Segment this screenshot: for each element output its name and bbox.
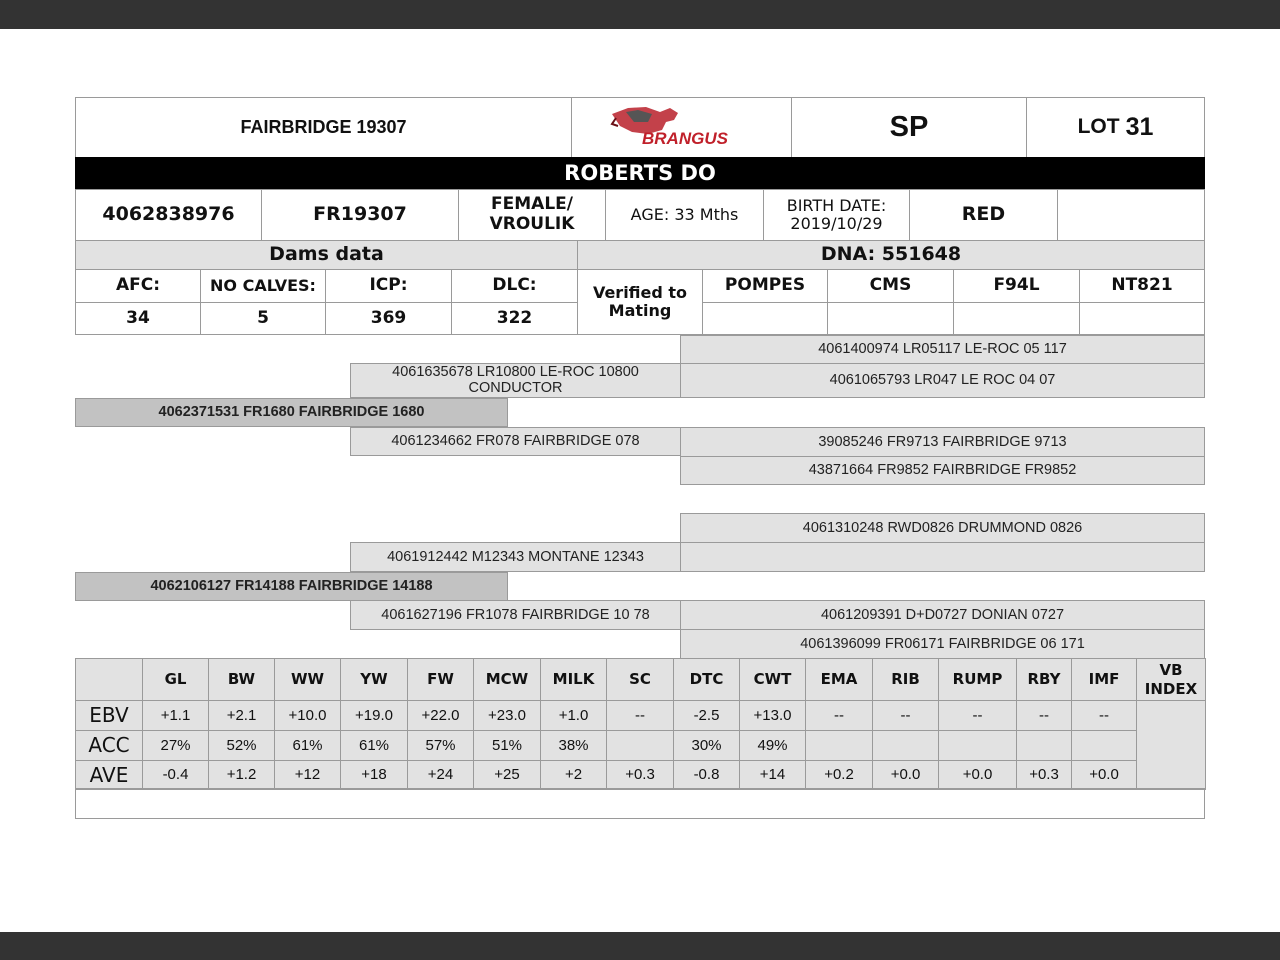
ebv-col-bw: BW: [208, 658, 275, 701]
ebv-cell: 30%: [673, 730, 740, 761]
pedigree-dam-sire-dam: [680, 542, 1205, 572]
dams-value-no-calves: 5: [200, 302, 326, 335]
ebv-col-cwt: CWT: [739, 658, 806, 701]
ebv-cell: 57%: [407, 730, 474, 761]
ebv-col-rump: RUMP: [938, 658, 1017, 701]
ebv-cell: [606, 730, 674, 761]
pedigree-dam-dam-sire: 4061209391 D+D0727 DONIAN 0727: [680, 600, 1205, 630]
pedigree-sire-sire-dam: 4061065793 LR047 LE ROC 04 07: [680, 363, 1205, 398]
pedigree-sire-dam: 4061234662 FR078 FAIRBRIDGE 078: [350, 427, 681, 456]
ebv-cell: 49%: [739, 730, 806, 761]
ebv-cell: --: [1016, 700, 1072, 731]
dams-title: Dams data: [75, 240, 578, 270]
bottom-bar: [0, 932, 1280, 960]
dna-title: DNA: 551648: [577, 240, 1205, 270]
ebv-col-dtc: DTC: [673, 658, 740, 701]
pedigree-dam-dam: 4061627196 FR1078 FAIRBRIDGE 10 78: [350, 600, 681, 630]
ebv-col-mcw: MCW: [473, 658, 541, 701]
ebv-cell: +12: [274, 760, 341, 790]
ebv-col-vb-index: VB INDEX: [1136, 658, 1206, 701]
pedigree-dam: 4062106127 FR14188 FAIRBRIDGE 14188: [75, 572, 508, 601]
ebv-row-label: ACC: [75, 730, 143, 761]
pedigree-sire-dam-dam: 43871664 FR9852 FAIRBRIDGE FR9852: [680, 456, 1205, 485]
ebv-col-ww: WW: [274, 658, 341, 701]
dams-label-icp: ICP:: [325, 269, 452, 303]
ebv-cell: --: [1071, 700, 1137, 731]
ebv-col-milk: MILK: [540, 658, 607, 701]
pedigree-sire-sire-sire: 4061400974 LR05117 LE-ROC 05 117: [680, 335, 1205, 364]
ebv-cell: 27%: [142, 730, 209, 761]
dna-verified: Verified to Mating: [577, 269, 703, 335]
ebv-col-yw: YW: [340, 658, 408, 701]
dams-value-icp: 369: [325, 302, 452, 335]
ebv-cell: +2: [540, 760, 607, 790]
ebv-cell: +0.0: [1071, 760, 1137, 790]
owner-name: ROBERTS DO: [75, 157, 1205, 190]
ebv-cell: +24: [407, 760, 474, 790]
dna-label-f94l: F94L: [953, 269, 1080, 303]
animal-name: FAIRBRIDGE 19307: [75, 97, 572, 158]
ebv-cell: [805, 730, 873, 761]
lot-label: LOT: [1077, 115, 1120, 139]
lot-number: 31: [1125, 113, 1154, 142]
ebv-cell: 61%: [340, 730, 408, 761]
pedigree-sire: 4062371531 FR1680 FAIRBRIDGE 1680: [75, 398, 508, 427]
ebv-cell: +0.0: [938, 760, 1017, 790]
ebv-row-label: EBV: [75, 700, 143, 731]
ebv-cell: +1.2: [208, 760, 275, 790]
ebv-cell: 52%: [208, 730, 275, 761]
ebv-cell: +0.3: [1016, 760, 1072, 790]
dna-label-pompes: POMPES: [702, 269, 828, 303]
animal-id: 4062838976: [75, 189, 262, 241]
birth-date: BIRTH DATE: 2019/10/29: [763, 189, 910, 241]
ebv-cell: +1.1: [142, 700, 209, 731]
animal-extra: [1057, 189, 1205, 241]
ebv-col-rby: RBY: [1016, 658, 1072, 701]
ebv-cell: --: [872, 700, 939, 731]
dams-value-afc: 34: [75, 302, 201, 335]
ebv-cell: +22.0: [407, 700, 474, 731]
ebv-cell: 38%: [540, 730, 607, 761]
ebv-cell: 51%: [473, 730, 541, 761]
ebv-cell: +14: [739, 760, 806, 790]
ebv-cell: +1.0: [540, 700, 607, 731]
ebv-cell: [1016, 730, 1072, 761]
dams-value-dlc: 322: [451, 302, 578, 335]
brangus-logo: [608, 104, 750, 150]
dams-label-afc: AFC:: [75, 269, 201, 303]
dams-label-dlc: DLC:: [451, 269, 578, 303]
ebv-cell: --: [606, 700, 674, 731]
ebv-cell: +0.3: [606, 760, 674, 790]
ebv-cell: +13.0: [739, 700, 806, 731]
ebv-cell: +0.2: [805, 760, 873, 790]
ebv-cell: -2.5: [673, 700, 740, 731]
pedigree-dam-dam-dam: 4061396099 FR06171 FAIRBRIDGE 06 171: [680, 629, 1205, 659]
ebv-cell: [1071, 730, 1137, 761]
dams-label-no-calves: NO CALVES:: [200, 269, 326, 303]
pedigree-dam-sire-sire: 4061310248 RWD0826 DRUMMOND 0826: [680, 513, 1205, 543]
dna-value-f94l: [953, 302, 1080, 335]
ebv-col-imf: IMF: [1071, 658, 1137, 701]
animal-age: AGE: 33 Mths: [605, 189, 764, 241]
animal-sex: FEMALE/ VROULIK: [458, 189, 606, 241]
ebv-cell: +10.0: [274, 700, 341, 731]
ebv-cell: +2.1: [208, 700, 275, 731]
ebv-cell: +25: [473, 760, 541, 790]
ebv-cell: -0.4: [142, 760, 209, 790]
pedigree-dam-sire: 4061912442 M12343 MONTANE 12343: [350, 542, 681, 572]
ebv-cell: 61%: [274, 730, 341, 761]
ebv-cell: +18: [340, 760, 408, 790]
ebv-cell: +23.0: [473, 700, 541, 731]
ebv-col-fw: FW: [407, 658, 474, 701]
animal-code: FR19307: [261, 189, 459, 241]
ebv-cell: [938, 730, 1017, 761]
dna-label-nt821: NT821: [1079, 269, 1205, 303]
ebv-corner: [75, 658, 143, 701]
type-code: SP: [791, 97, 1027, 158]
ebv-cell: --: [805, 700, 873, 731]
dna-value-cms: [827, 302, 954, 335]
lot-cell: [1026, 97, 1205, 158]
footer-row: [75, 788, 1205, 819]
ebv-col-gl: GL: [142, 658, 209, 701]
dna-value-pompes: [702, 302, 828, 335]
ebv-cell: [872, 730, 939, 761]
pedigree-sire-dam-sire: 39085246 FR9713 FAIRBRIDGE 9713: [680, 427, 1205, 457]
dna-value-nt821: [1079, 302, 1205, 335]
vb-index-value: [1136, 700, 1206, 790]
ebv-cell: -0.8: [673, 760, 740, 790]
ebv-col-rib: RIB: [872, 658, 939, 701]
animal-color: RED: [909, 189, 1058, 241]
ebv-row-label: AVE: [75, 760, 143, 790]
logo-text: BRANGUS: [642, 129, 728, 148]
dna-label-cms: CMS: [827, 269, 954, 303]
ebv-cell: --: [938, 700, 1017, 731]
ebv-cell: +19.0: [340, 700, 408, 731]
ebv-cell: +0.0: [872, 760, 939, 790]
top-bar: [0, 0, 1280, 29]
pedigree-sire-sire: 4061635678 LR10800 LE-ROC 10800 CONDUCTOR: [350, 363, 681, 398]
ebv-col-sc: SC: [606, 658, 674, 701]
ebv-col-ema: EMA: [805, 658, 873, 701]
